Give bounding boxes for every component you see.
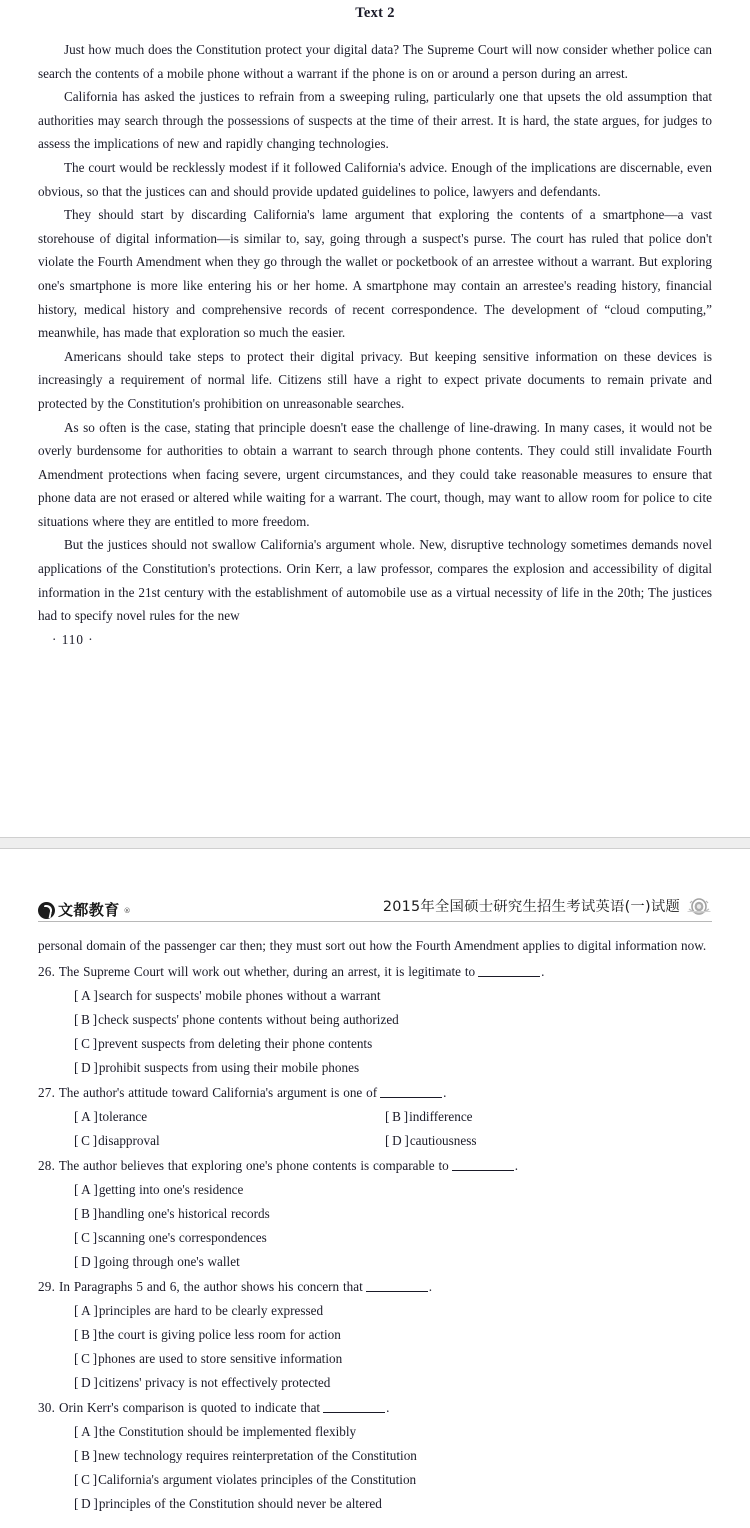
option-a[interactable]: [38, 1178, 712, 1202]
option-letter: [ D ]: [74, 1253, 98, 1269]
page-separator: [0, 837, 750, 849]
official-seal-icon: [686, 897, 712, 919]
question-stem: [38, 1081, 712, 1105]
question-stem: [38, 1396, 712, 1420]
paragraph: California has asked the justices to refrain from a sweeping ruling, particularly one that upsets the old assumption that authorities may search through the possessions of suspects at the time of their arrest. It is hard, the state argues, for judges to assess the implications of new and rapidly changing technologies.: [38, 89, 712, 152]
page-number: · 110 ·: [52, 631, 94, 647]
option-c[interactable]: [38, 1032, 712, 1056]
question-text: Orin Kerr's comparison is quoted to indicate that: [55, 1399, 321, 1415]
question-number: 27.: [38, 1084, 56, 1100]
question-number: 30.: [38, 1399, 56, 1415]
option-letter: [ A ]: [74, 1108, 98, 1124]
option-letter: [ A ]: [74, 987, 98, 1003]
option-letter: [ C ]: [74, 1471, 98, 1487]
question-stem-terminator: .: [443, 1084, 447, 1100]
options-list: [38, 1299, 712, 1395]
paragraph: They should start by discarding California's lame argument that exploring the contents of a smartphone—a vast storehouse of digital information—is similar to, say, going through a suspect's purse. The court has ruled that police don't violate the Fourth Amendment when they go through the wallet or pocketbook of an arrestee without a warrant. But exploring one's smartphone is more like entering his or her home. A smartphone may contain an arrestee's reading history, financial history, medical history and comprehensive records of recent correspondence. The development of “cloud computing,” meanwhile, has made that exploration so much the easier.: [38, 207, 712, 341]
page-title: Text 2: [355, 5, 395, 21]
option-d[interactable]: [38, 1056, 712, 1080]
option-letter: [ C ]: [74, 1132, 98, 1148]
option-letter: [ B ]: [74, 1326, 98, 1342]
question-stem-terminator: .: [541, 963, 545, 979]
page-two: [0, 893, 750, 1516]
registered-trademark-icon: ®: [123, 906, 131, 915]
option-b[interactable]: [375, 1105, 712, 1129]
options-list: [38, 1105, 712, 1153]
answer-blank[interactable]: [380, 1085, 442, 1098]
option-letter: [ B ]: [74, 1447, 98, 1463]
option-d[interactable]: [375, 1129, 712, 1153]
option-letter: [ D ]: [74, 1059, 98, 1075]
option-text: indifference: [409, 1108, 473, 1124]
option-a[interactable]: [38, 1105, 375, 1129]
option-text: the court is giving police less room for action: [98, 1326, 341, 1342]
option-letter: [ A ]: [74, 1423, 98, 1439]
question-27: [38, 1081, 712, 1153]
question-number: 28.: [38, 1157, 56, 1173]
option-text: prevent suspects from deleting their phone contents: [98, 1035, 373, 1051]
question-30: [38, 1396, 712, 1516]
question-text: The Supreme Court will work out whether, during an arrest, it is legitimate to: [55, 963, 476, 979]
question-28: [38, 1154, 712, 1274]
option-b[interactable]: [38, 1008, 712, 1032]
option-letter: [ A ]: [74, 1302, 98, 1318]
option-text: getting into one's residence: [98, 1181, 244, 1197]
option-a[interactable]: [38, 1299, 712, 1323]
option-text: scanning one's correspondences: [98, 1229, 267, 1245]
question-text: The author believes that exploring one's phone contents is comparable to: [55, 1157, 449, 1173]
question-29: [38, 1275, 712, 1395]
options-list: [38, 1178, 712, 1274]
paragraph: Just how much does the Constitution protect your digital data? The Supreme Court will now consider whether police can search the contents of a mobile phone without a warrant if the phone is on or around a person during an arrest.: [38, 42, 712, 81]
option-text: disapproval: [98, 1132, 160, 1148]
option-text: California's argument violates principles of the Constitution: [98, 1471, 417, 1487]
paragraph: The court would be recklessly modest if it followed California's advice. Enough of the implications are discernable, even obvious, so that the justices can and should provide updated guidelines to police, lawyers and defendants.: [38, 159, 712, 199]
option-d[interactable]: [38, 1250, 712, 1274]
options-list: [38, 984, 712, 1080]
answer-blank[interactable]: [478, 964, 540, 977]
question-stem-terminator: .: [386, 1399, 390, 1415]
question-stem-terminator: .: [428, 1278, 433, 1294]
option-a[interactable]: [38, 984, 712, 1008]
answer-blank[interactable]: [323, 1400, 385, 1413]
option-c[interactable]: [38, 1226, 712, 1250]
option-letter: [ B ]: [74, 1205, 98, 1221]
question-number: 29.: [38, 1278, 56, 1294]
question-stem: [38, 1154, 712, 1178]
running-header: [38, 893, 712, 922]
question-stem: [38, 1275, 712, 1299]
option-letter: [ B ]: [385, 1108, 409, 1124]
questions-list: [38, 960, 712, 1516]
option-letter: [ D ]: [74, 1495, 98, 1511]
option-letter: [ B ]: [74, 1011, 98, 1027]
answer-blank[interactable]: [366, 1279, 428, 1292]
option-letter: [ D ]: [74, 1374, 98, 1390]
option-c[interactable]: [38, 1347, 712, 1371]
paragraph: As so often is the case, stating that principle doesn't ease the challenge of line-drawing. In many cases, it would not be overly burdensome for authorities to obtain a warrant to search through phone contents. They could still invalidate Fourth Amendment protections when facing severe, urgent circumstances, and they could take reasonable measures to ensure that phone data are not erased or altered while waiting for a warrant. The court, though, may want to allow room for police to cite situations where they are entitled to more freedom.: [38, 419, 712, 529]
option-b[interactable]: [38, 1202, 712, 1226]
answer-blank[interactable]: [452, 1158, 514, 1171]
option-c[interactable]: [38, 1129, 375, 1153]
question-number: 26.: [38, 963, 56, 979]
option-letter: [ C ]: [74, 1350, 98, 1366]
option-text: tolerance: [98, 1108, 148, 1124]
option-text: prohibit suspects from using their mobile phones: [98, 1059, 360, 1075]
option-text: search for suspects' mobile phones without a warrant: [98, 987, 381, 1003]
option-text: phones are used to store sensitive information: [98, 1350, 343, 1366]
option-text: check suspects' phone contents without being authorized: [98, 1011, 399, 1027]
brand-logo: [38, 902, 131, 919]
option-letter: [ D ]: [385, 1132, 409, 1148]
paragraph: Americans should take steps to protect their digital privacy. But keeping sensitive information on these devices is increasingly a requirement of normal life. Citizens still have a right to expect private documents to remain private and protected by the Constitution's prohibition on unreasonable searches.: [38, 348, 712, 411]
option-text: going through one's wallet: [98, 1253, 240, 1269]
option-letter: [ C ]: [74, 1229, 98, 1245]
option-text: the Constitution should be implemented flexibly: [98, 1423, 357, 1439]
option-b[interactable]: [38, 1323, 712, 1347]
option-d[interactable]: [38, 1492, 712, 1516]
option-text: new technology requires reinterpretation of the Constitution: [98, 1447, 417, 1463]
option-c[interactable]: [38, 1468, 712, 1492]
options-list: [38, 1420, 712, 1516]
option-a[interactable]: [38, 1420, 712, 1444]
brand-name: 文都教育: [58, 901, 120, 919]
option-d[interactable]: [38, 1371, 712, 1395]
option-text: principles are hard to be clearly expressed: [98, 1302, 324, 1318]
option-text: principles of the Constitution should never be altered: [98, 1495, 382, 1511]
question-stem-terminator: .: [514, 1157, 519, 1173]
option-b[interactable]: [38, 1444, 712, 1468]
option-text: cautiousness: [409, 1132, 477, 1148]
exam-title: 2015年全国硕士研究生招生考试英语(一)试题: [382, 899, 680, 916]
option-letter: [ A ]: [74, 1181, 98, 1197]
paragraph: But the justices should not swallow California's argument whole. New, disruptive technology sometimes demands novel applications of the Constitution's protections. Orin Kerr, a law professor, compares the explosion and accessibility of digital information in the 21st century with the establishment of automobile use as a virtual necessity of life in the 20th; The justices had to specify novel rules for the new: [38, 537, 712, 624]
question-text: In Paragraphs 5 and 6, the author shows his concern that: [55, 1278, 363, 1294]
question-text: The author's attitude toward California's argument is one of: [55, 1084, 378, 1100]
option-text: citizens' privacy is not effectively protected: [98, 1374, 331, 1390]
question-26: [38, 960, 712, 1080]
option-text: handling one's historical records: [98, 1205, 270, 1221]
continued-paragraph: personal domain of the passenger car then; they must sort out how the Fourth Amendment applies to digital information now.: [38, 938, 707, 953]
wendu-circle-logo-icon: [38, 902, 55, 919]
question-stem: [38, 960, 712, 984]
header-title-group: [383, 897, 712, 919]
option-letter: [ C ]: [74, 1035, 98, 1051]
